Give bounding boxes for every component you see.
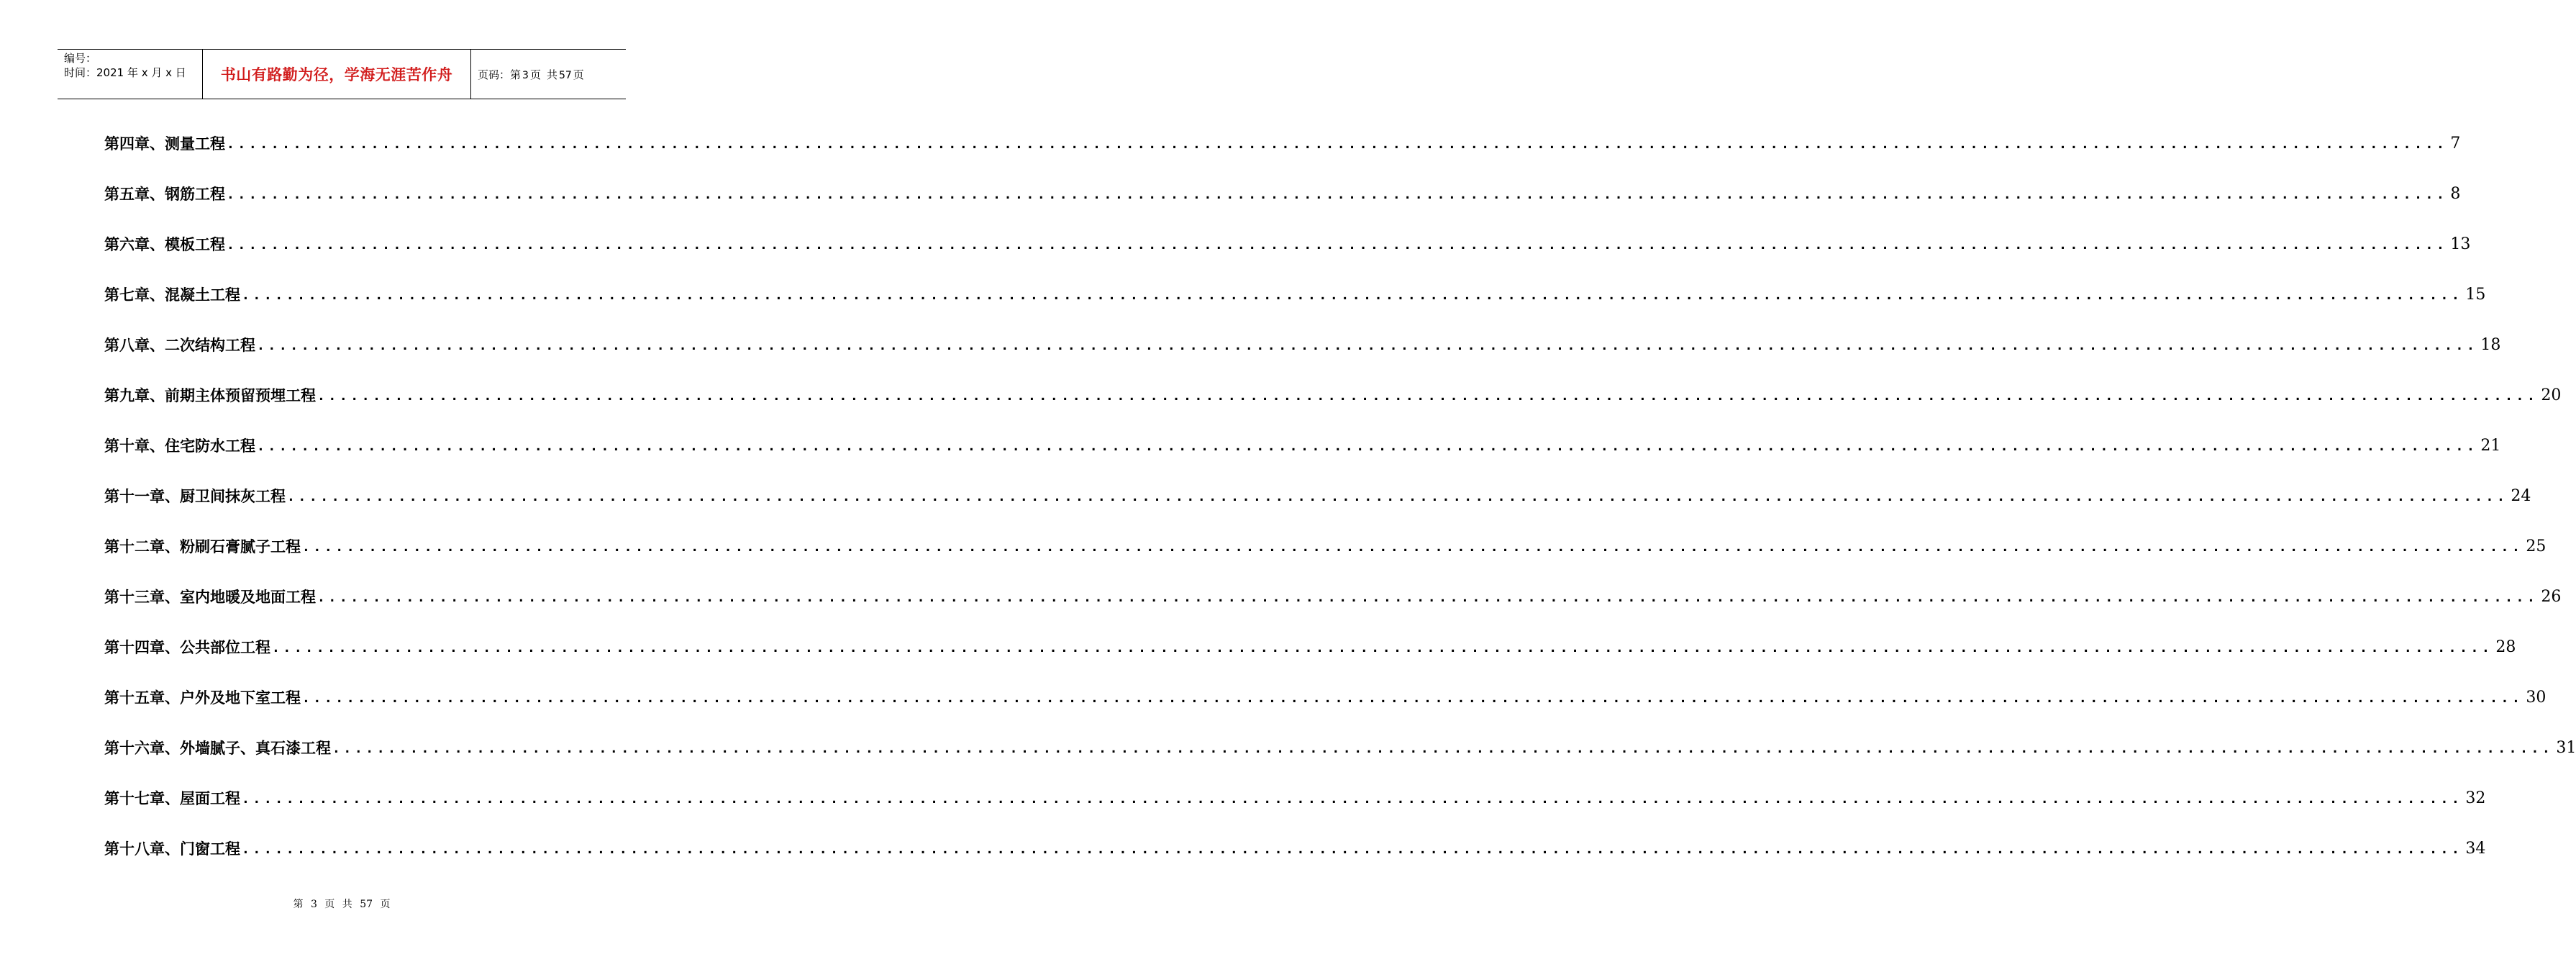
toc-entry-title: 第十三章、室内地暖及地面工程: [104, 588, 316, 606]
toc-entry[interactable]: [104, 420, 2501, 471]
toc-entry-title: 第十六章、外墙腻子、真石漆工程: [104, 739, 331, 757]
toc-dot-leader: ........................................................................................................................................................................................................: [257, 337, 2478, 353]
header-motto-cell: [203, 50, 471, 99]
toc-dot-leader: ........................................................................................................................................................................................................: [272, 640, 2493, 655]
header-meta-cell: [58, 50, 203, 99]
toc-dot-leader: ........................................................................................................................................................................................................: [302, 690, 2523, 706]
toc-entry-title: 第十四章、公共部位工程: [104, 638, 270, 656]
toc-entry-title: 第十五章、户外及地下室工程: [104, 689, 301, 707]
toc-dot-leader: ........................................................................................................................................................................................................: [317, 589, 2539, 605]
toc-entry-page: 20: [2541, 386, 2562, 404]
toc-entry[interactable]: [104, 571, 2562, 622]
toc-entry[interactable]: [104, 722, 2576, 773]
total-label: 共: [546, 68, 557, 81]
toc-entry[interactable]: [104, 168, 2461, 219]
toc-entry-page: 8: [2450, 184, 2461, 203]
toc-entry-page: 30: [2526, 688, 2547, 707]
toc-entry-title: 第十八章、门窗工程: [104, 840, 240, 858]
toc-entry-page: 21: [2480, 436, 2501, 455]
document-header: [58, 49, 626, 99]
number-label: 编号：: [64, 52, 97, 65]
toc-entry-page: 34: [2465, 839, 2486, 858]
toc-entry-title: 第十二章、粉刷石膏腻子工程: [104, 537, 301, 555]
toc-dot-leader: ........................................................................................................................................................................................................: [242, 791, 2463, 807]
toc-dot-leader: ........................................................................................................................................................................................................: [242, 287, 2463, 303]
toc-entry-page: 7: [2450, 134, 2461, 153]
toc-dot-leader: ........................................................................................................................................................................................................: [242, 841, 2463, 857]
toc-dot-leader: ........................................................................................................................................................................................................: [227, 136, 2448, 152]
toc-entry-title: 第十一章、厨卫间抹灰工程: [104, 487, 286, 505]
motto-text: 书山有路勤为径，学海无涯苦作舟: [220, 66, 453, 83]
toc-entry[interactable]: [104, 823, 2486, 873]
toc-entry[interactable]: [104, 773, 2486, 823]
page-label: 页码：第: [478, 68, 522, 81]
page-info: [478, 67, 584, 82]
toc-entry-title: 第十章、住宅防水工程: [104, 437, 255, 455]
time-label: 时间：2021 年 x 月 x 日: [64, 66, 186, 79]
toc-entry-page: 18: [2480, 335, 2501, 354]
page-total: 57: [558, 69, 572, 81]
toc-entry-title: 第八章、二次结构工程: [104, 336, 255, 354]
toc-entry[interactable]: [104, 219, 2471, 269]
toc-entry-title: 第四章、测量工程: [104, 135, 225, 153]
toc-dot-leader: ........................................................................................................................................................................................................: [227, 186, 2448, 202]
toc-entry-page: 31: [2556, 738, 2576, 757]
header-page-cell: [471, 50, 626, 99]
toc-entry-title: 第五章、钢筋工程: [104, 185, 225, 203]
toc-entry[interactable]: [104, 118, 2461, 168]
toc-dot-leader: ........................................................................................................................................................................................................: [227, 237, 2448, 253]
page-unit: 页: [529, 68, 541, 81]
toc-entry-page: 28: [2495, 637, 2516, 656]
toc-entry[interactable]: [104, 622, 2516, 672]
total-unit: 页: [573, 68, 584, 81]
toc-dot-leader: ........................................................................................................................................................................................................: [257, 438, 2478, 454]
toc-entry-page: 13: [2450, 235, 2471, 253]
toc-dot-leader: ........................................................................................................................................................................................................: [287, 489, 2508, 504]
page-footer: 第 3 页 共 57 页: [293, 899, 391, 910]
toc-entry-page: 15: [2465, 285, 2486, 304]
toc-entry-page: 32: [2465, 789, 2486, 807]
page-current: 3: [522, 69, 529, 81]
toc-entry-title: 第十七章、屋面工程: [104, 789, 240, 807]
toc-entry-page: 25: [2526, 537, 2547, 555]
toc-dot-leader: ........................................................................................................................................................................................................: [317, 388, 2539, 404]
toc-entry[interactable]: [104, 269, 2486, 319]
toc-entry-title: 第六章、模板工程: [104, 235, 225, 253]
toc-entry-title: 第七章、混凝土工程: [104, 286, 240, 304]
toc-dot-leader: ........................................................................................................................................................................................................: [332, 740, 2554, 756]
toc-dot-leader: ........................................................................................................................................................................................................: [302, 539, 2523, 555]
toc-entry[interactable]: [104, 521, 2547, 571]
toc-entry-page: 26: [2541, 587, 2562, 606]
table-of-contents: [104, 118, 2576, 873]
toc-entry[interactable]: [104, 370, 2562, 420]
toc-entry[interactable]: [104, 471, 2531, 521]
toc-entry-title: 第九章、前期主体预留预埋工程: [104, 386, 316, 404]
toc-entry[interactable]: [104, 672, 2547, 722]
toc-entry[interactable]: [104, 319, 2501, 370]
toc-entry-page: 24: [2511, 486, 2531, 505]
